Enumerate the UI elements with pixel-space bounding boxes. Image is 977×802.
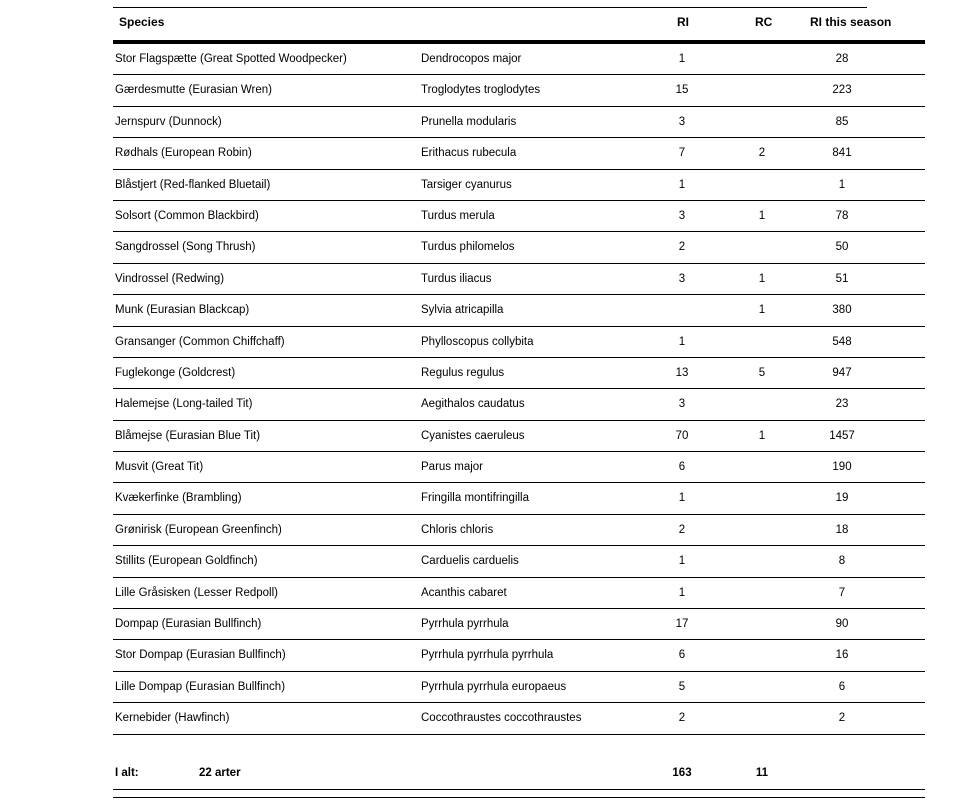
species-name: Kvækerfinke (Brambling): [115, 492, 242, 505]
rc-count: 1: [758, 304, 766, 317]
ri-count: 3: [678, 115, 686, 128]
table-row: [113, 421, 925, 452]
ri-season-count: 51: [835, 272, 849, 285]
ri-count: 13: [675, 366, 689, 379]
latin-name: Parus major: [421, 461, 483, 474]
table-row: [113, 452, 925, 483]
total-ri: 163: [672, 767, 692, 779]
latin-name: Turdus iliacus: [421, 272, 492, 285]
latin-name: Prunella modularis: [421, 115, 517, 128]
ri-count: 6: [678, 649, 686, 662]
table-row: [113, 44, 925, 75]
latin-name: Cyanistes caeruleus: [421, 429, 525, 442]
species-name: Dompap (Eurasian Bullfinch): [115, 618, 262, 631]
ri-season-count: 16: [835, 649, 849, 662]
table-row: [113, 75, 925, 106]
ri-season-count: 18: [835, 523, 849, 536]
latin-name: Turdus philomelos: [421, 241, 515, 254]
table-row: [113, 107, 925, 138]
latin-name: Chloris chloris: [421, 523, 494, 536]
table-row: [113, 546, 925, 577]
species-name: Grønirisk (European Greenfinch): [115, 523, 282, 536]
species-name: Solsort (Common Blackbird): [115, 209, 259, 222]
ri-season-count: 223: [832, 84, 852, 97]
bottom-rule: [113, 797, 925, 798]
ri-season-count: 78: [835, 209, 849, 222]
latin-name: Pyrrhula pyrrhula: [421, 618, 509, 631]
species-name: Gærdesmutte (Eurasian Wren): [115, 84, 273, 97]
ri-count: 2: [678, 523, 686, 536]
latin-name: Coccothraustes coccothraustes: [421, 712, 582, 725]
species-name: Munk (Eurasian Blackcap): [115, 304, 250, 317]
rc-count: 5: [758, 366, 766, 379]
species-name: Lille Gråsisken (Lesser Redpoll): [115, 586, 278, 599]
ri-count: 6: [678, 461, 686, 474]
species-name: Lille Dompap (Eurasian Bullfinch): [115, 680, 286, 693]
rc-count: 1: [758, 272, 766, 285]
total-row: [113, 759, 925, 790]
ri-season-count: 1: [838, 178, 846, 191]
species-name: Gransanger (Common Chiffchaff): [115, 335, 285, 348]
ri-count: 3: [678, 272, 686, 285]
header-ri: RI: [677, 15, 689, 29]
species-name: Vindrossel (Redwing): [115, 272, 225, 285]
latin-name: Dendrocopos major: [421, 53, 522, 65]
total-species-count: 22 arter: [199, 767, 241, 779]
ri-season-count: 28: [835, 53, 849, 65]
latin-name: Aegithalos caudatus: [421, 398, 525, 411]
ri-count: 7: [678, 147, 686, 160]
table-header: [113, 8, 925, 40]
ri-season-count: 947: [832, 366, 852, 379]
ri-season-count: 85: [835, 115, 849, 128]
ri-count: 1: [678, 586, 686, 599]
table-row: [113, 358, 925, 389]
ri-count: 17: [675, 618, 689, 631]
latin-name: Troglodytes troglodytes: [421, 84, 541, 97]
table-row: [113, 483, 925, 514]
latin-name: Sylvia atricapilla: [421, 304, 504, 317]
species-name: Sangdrossel (Song Thrush): [115, 241, 256, 254]
ri-count: 1: [678, 335, 686, 348]
latin-name: Pyrrhula pyrrhula pyrrhula: [421, 649, 554, 662]
latin-name: Phylloscopus collybita: [421, 335, 534, 348]
latin-name: Pyrrhula pyrrhula europaeus: [421, 680, 567, 693]
species-name: Halemejse (Long-tailed Tit): [115, 398, 253, 411]
species-name: Fuglekonge (Goldcrest): [115, 366, 236, 379]
ri-season-count: 1457: [829, 429, 855, 442]
latin-name: Fringilla montifringilla: [421, 492, 530, 505]
header-rc: RC: [755, 15, 773, 29]
ri-count: 2: [678, 241, 686, 254]
species-name: Musvit (Great Tit): [115, 461, 204, 474]
table-row: [113, 515, 925, 546]
table-row: [113, 327, 925, 358]
ri-season-count: 841: [832, 147, 852, 160]
table-row: [113, 295, 925, 326]
total-rc: 11: [755, 767, 769, 779]
ri-count: 5: [678, 680, 686, 693]
table-row: [113, 138, 925, 169]
species-name: Stor Dompap (Eurasian Bullfinch): [115, 649, 286, 662]
rc-count: 1: [758, 429, 766, 442]
latin-name: Turdus merula: [421, 209, 495, 222]
ri-count: 1: [678, 178, 686, 191]
ri-season-count: 190: [832, 461, 852, 474]
ri-season-count: 90: [835, 618, 849, 631]
ri-season-count: 50: [835, 241, 849, 254]
latin-name: Acanthis cabaret: [421, 586, 507, 599]
ri-season-count: 19: [835, 492, 849, 505]
rc-count: 2: [758, 147, 766, 160]
species-name: Rødhals (European Robin): [115, 147, 252, 160]
ri-count: 2: [678, 712, 686, 725]
table-row: [113, 389, 925, 420]
table-row: [113, 201, 925, 232]
table-row: [113, 578, 925, 609]
table-row: [113, 170, 925, 201]
ri-count: 3: [678, 209, 686, 222]
species-name: Blåmejse (Eurasian Blue Tit): [115, 429, 261, 442]
ri-season-count: 7: [838, 586, 846, 599]
latin-name: Erithacus rubecula: [421, 147, 517, 160]
latin-name: Tarsiger cyanurus: [421, 178, 512, 191]
table-body: [113, 44, 925, 735]
ri-count: 3: [678, 398, 686, 411]
ri-count: 15: [675, 84, 689, 97]
latin-name: Regulus regulus: [421, 366, 505, 379]
ri-season-count: 548: [832, 335, 852, 348]
table-row: [113, 703, 925, 734]
ri-season-count: 6: [838, 680, 846, 693]
ri-season-count: 23: [835, 398, 849, 411]
species-name: Kernebider (Hawfinch): [115, 712, 230, 725]
species-name: Stillits (European Goldfinch): [115, 555, 258, 568]
species-name: Jernspurv (Dunnock): [115, 115, 222, 128]
table-row: [113, 264, 925, 295]
ri-count: 1: [678, 492, 686, 505]
table-row: [113, 640, 925, 671]
ri-count: 1: [678, 555, 686, 568]
ri-season-count: 380: [832, 304, 852, 317]
total-label: I alt:: [115, 767, 139, 779]
ri-count: 1: [678, 53, 686, 65]
header-species: Species: [119, 15, 165, 29]
ri-season-count: 2: [838, 712, 846, 725]
table-row: [113, 672, 925, 703]
header-ri-season: RI this season: [810, 15, 892, 29]
table-row: [113, 232, 925, 263]
table-row: [113, 609, 925, 640]
ri-count: 70: [675, 429, 689, 442]
rc-count: 1: [758, 209, 766, 222]
species-name: Stor Flagspætte (Great Spotted Woodpecker): [115, 53, 347, 65]
ri-season-count: 8: [838, 555, 846, 568]
latin-name: Carduelis carduelis: [421, 555, 519, 568]
species-name: Blåstjert (Red-flanked Bluetail): [115, 178, 271, 191]
